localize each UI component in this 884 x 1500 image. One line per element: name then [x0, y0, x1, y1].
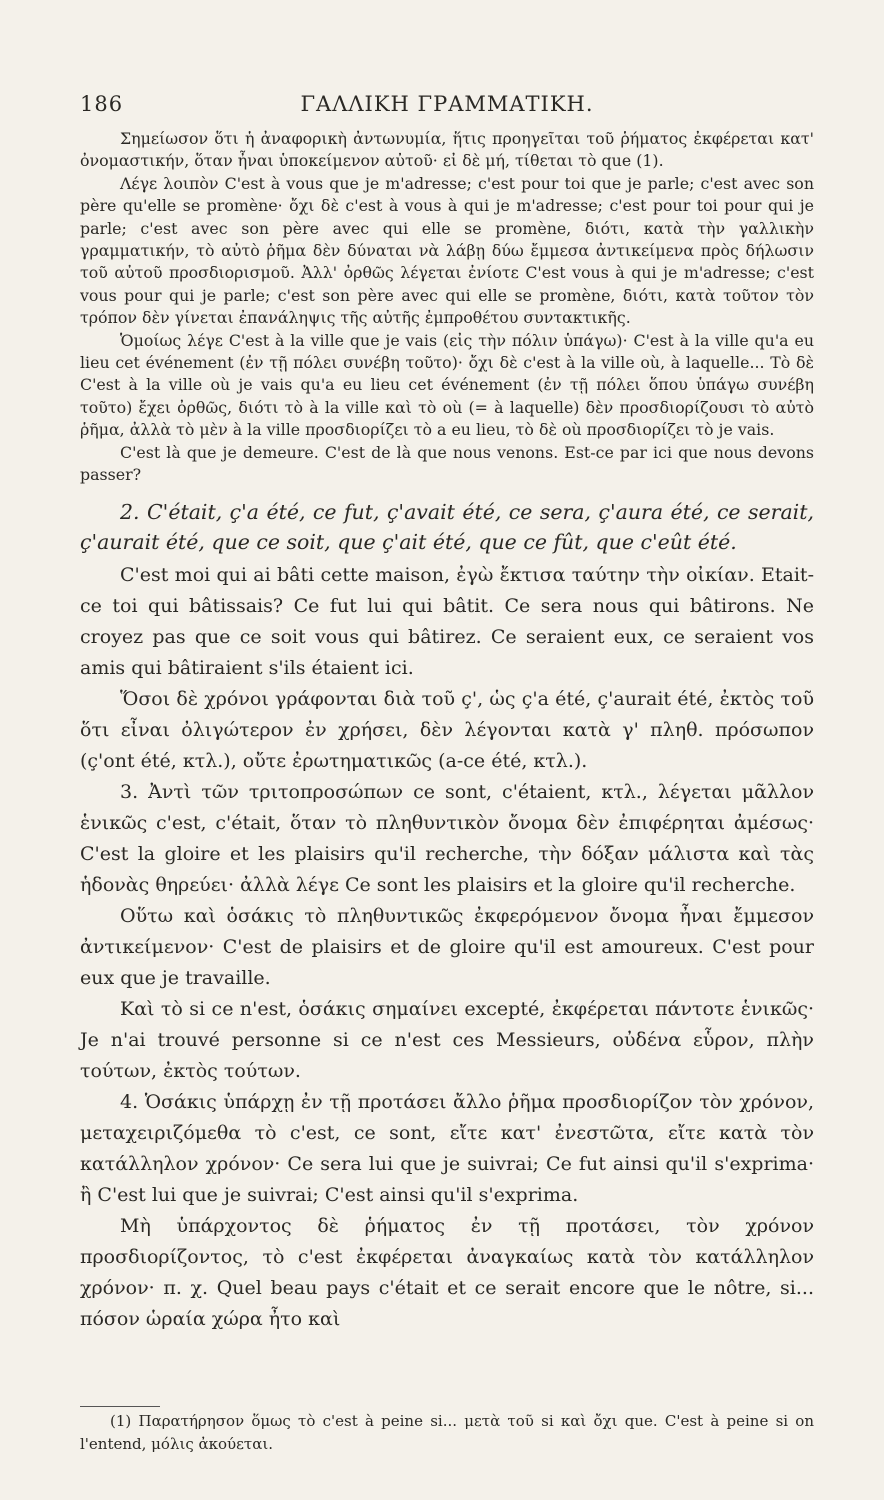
paragraph: Μὴ ὑπάρχοντος δὲ ῥήματος ἐν τῇ προτάσει, τὸν χρόνον προσδιορίζοντος, τὸ c'est ἐκφέρεται ἀναγκαίως κατὰ τὸν κατάλληλον χρόνον· π. χ. Quel beau pays c'était et ce serait encore que le nôtre, si... πόσον ὡραία χώρα ἦτο καὶ — [80, 1214, 814, 1330]
page-number: 186 — [80, 92, 124, 116]
paragraph: Οὕτω καὶ ὁσάκις τὸ πληθυντικῶς ἐκφερόμενον ὄνομα ἦναι ἔμμεσον ἀντικείμενον· C'est de plaisirs et de gloire qu'il est amoureux. C'est pour eux que je travaille. — [80, 904, 814, 989]
footnote-rule — [80, 1406, 160, 1407]
small-text-block — [80, 128, 814, 487]
page — [80, 92, 814, 1335]
running-title: ΓΑΛΛΙΚΗ ΓΡΑΜΜΑΤΙΚΗ. — [300, 92, 594, 116]
paragraph: C'est moi qui ai bâti cette maison, ἐγὼ ἔκτισα ταύτην τὴν οἰκίαν. Etait-ce toi qui bâtissais? Ce fut lui qui bâtit. Ce sera nous qui bâtirons. Ne croyez pas que ce soit vous qui bâtirez. Ce seraient eux, ce seraient vos amis qui bâtiraient s'ils étaient ici. — [80, 563, 814, 679]
paragraph: C'est là que je demeure. C'est de là que nous venons. Est-ce par ici que nous devons passer? — [80, 442, 814, 485]
paragraph: Καὶ τὸ si ce n'est, ὁσάκις σημαίνει excepté, ἐκφέρεται πάντοτε ἑνικῶς· Je n'ai trouvé personne si ce n'est ces Messieurs, οὐδένα εὗρον, πλὴν τούτων, ἐκτὸς τούτων. — [80, 997, 814, 1082]
paragraph: Σημείωσον ὅτι ἡ ἀναφορικὴ ἀντωνυμία, ἥτις προηγεῖται τοῦ ῥήματος ἐκφέρεται κατ' ὀνομαστικήν, ὅταν ἦναι ὑποκείμενον αὐτοῦ· εἰ δὲ μή, τίθεται τὸ que (1). — [80, 129, 814, 171]
paragraph: 4. Ὁσάκις ὑπάρχῃ ἐν τῇ προτάσει ἄλλο ῥῆμα προσδιορίζον τὸν χρόνον, μεταχειριζόμεθα τὸ c'est, ce sont, εἴτε κατ' ἐνεστῶτα, εἴτε κατὰ τὸν κατάλληλον χρόνον· Ce sera lui que je suivrai; Ce fut ainsi qu'il s'exprima· ἢ C'est lui que je suivrai; C'est ainsi qu'il s'exprima. — [80, 1090, 814, 1206]
section-heading: 2. C'était, ç'a été, ce fut, ç'avait été, ce sera, ç'aura été, ce serait, ç'aurait été, que ce soit, que ç'ait été, que ce fût, que c'eût été. — [80, 499, 814, 554]
paragraph: Ὁμοίως λέγε C'est à la ville que je vais (εἰς τὴν πόλιν ὑπάγω)· C'est à la ville qu'a eu lieu cet événement (ἐν τῇ πόλει συνέβη τοῦτο)· ὄχι δὲ c'est à la ville où, à laquelle... Τὸ δὲ C'est à la ville où je vais qu'a eu lieu cet événement (ἐν τῇ πόλει ὅπου ὑπάγω συνέβη τοῦτο) ἔχει ὀρθῶς, διότι τὸ à la ville καὶ τὸ où (= à laquelle) δὲν προσδιορίζουσι τὸ αὐτὸ ῥῆμα, ἀλλὰ τὸ μὲν à la ville προσδιορίζει τὸ a eu lieu, τὸ δὲ où προσδιορίζει τὸ je vais. — [80, 330, 814, 440]
paragraph: 3. Ἀντὶ τῶν τριτοπροσώπων ce sont, c'étaient, κτλ., λέγεται μᾶλλον ἑνικῶς c'est, c'était, ὅταν τὸ πληθυντικὸν ὄνομα δὲν ἐπιφέρηται ἀμέσως· C'est la gloire et les plaisirs qu'il recherche, τὴν δόξαν μάλιστα καὶ τὰς ἡδονὰς θηρεύει· ἀλλὰ λέγε Ce sont les plaisirs et la gloire qu'il recherche. — [80, 780, 814, 896]
paragraph: Ὅσοι δὲ χρόνοι γράφονται διὰ τοῦ ç', ὡς ç'a été, ç'aurait été, ἐκτὸς τοῦ ὅτι εἶναι ὀλιγώτερον ἐν χρήσει, δὲν λέγονται κατὰ γ' πληθ. πρόσωπον (ç'ont été, κτλ.), οὔτε ἐρωτηματικῶς (a-ce été, κτλ.). — [80, 687, 814, 772]
paragraph: Λέγε λοιπὸν C'est à vous que je m'adresse; c'est pour toi que je parle; c'est avec son père qu'elle se promène· ὄχι δὲ c'est à vous à qui je m'adresse; c'est pour toi pour qui je parle; c'est avec son père avec qui elle se promène, διότι, κατὰ τὴν γαλλικὴν γραμματικήν, τὸ αὐτὸ ῥῆμα δὲν δύναται νὰ λάβῃ δύω ἔμμεσα ἀντικείμενα πρὸς δήλωσιν τοῦ αὐτοῦ προσδιορισμοῦ. Ἀλλ' ὀρθῶς λέγεται ἐνίοτε C'est vous à qui je m'adresse; c'est vous pour qui je parle; c'est son père avec qui elle se promène, διότι, κατὰ τοῦτον τὸν τρόπον δὲν γίνεται ἐπανάληψις τῆς αὐτῆς ἐμπροθέτου συντακτικῆς. — [80, 173, 814, 328]
main-text-block — [80, 560, 814, 1335]
footnote: (1) Παρατήρησον ὅμως τὸ c'est à peine si... μετὰ τοῦ si καὶ ὄχι que. C'est à peine si on l'entend, μόλις ἀκούεται. — [80, 1412, 814, 1453]
page-header — [80, 92, 814, 128]
